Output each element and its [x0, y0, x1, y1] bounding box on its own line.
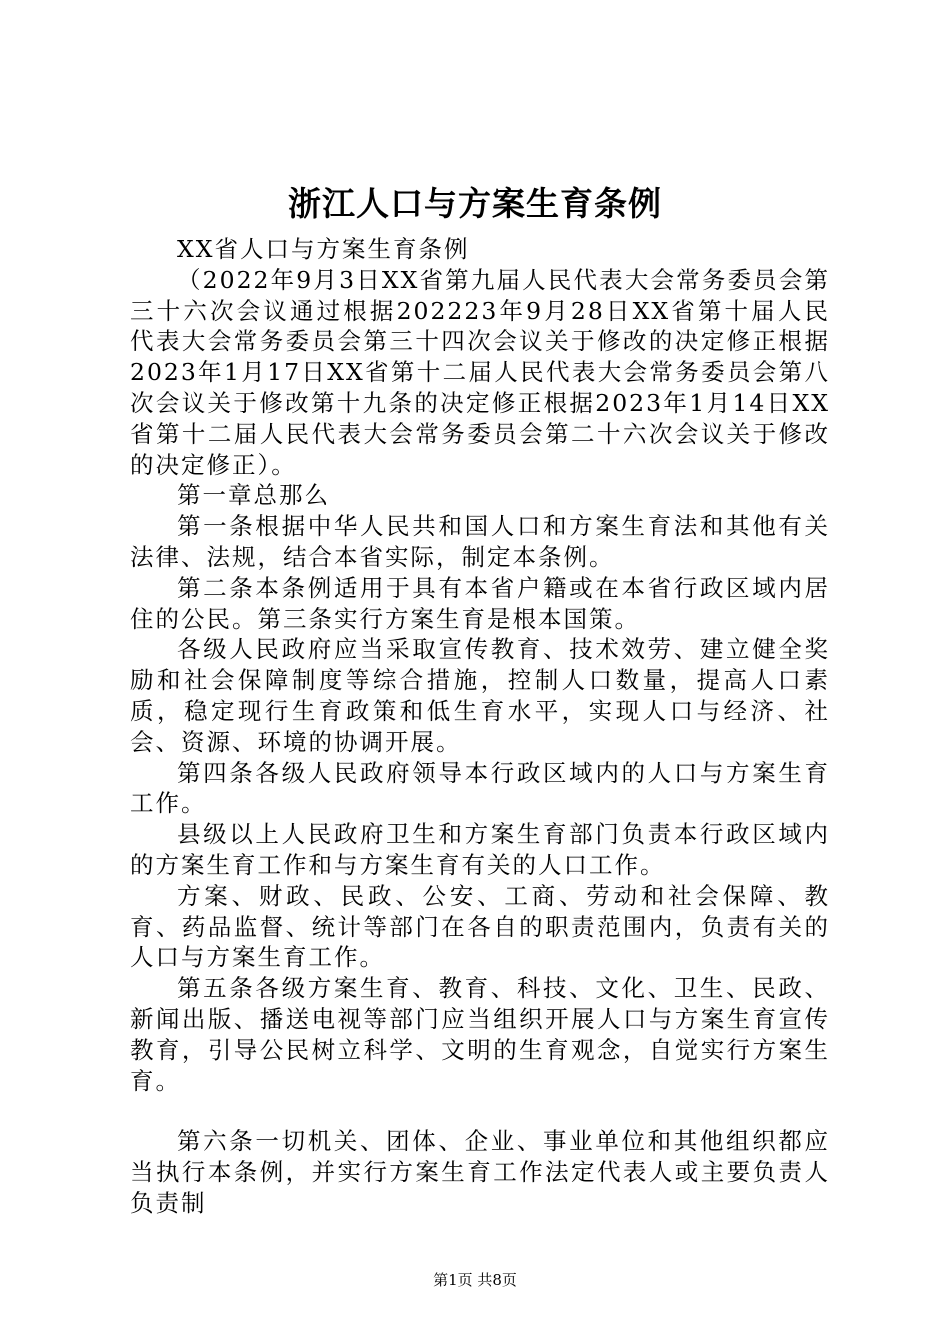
document-body — [130, 234, 830, 1219]
paragraph-chapter-heading: 第一章总那么 — [177, 481, 330, 510]
paragraph-health-department: 县级以上人民政府卫生和方案生育部门负责本行政区域内的方案生育工作和与方案生育有关的人口工作。 — [130, 820, 830, 879]
paragraph-government-measures: 各级人民政府应当采取宣传教育、技术效劳、建立健全奖励和社会保障制度等综合措施，控制人口数量，提高人口素质，稳定现行生育政策和低生育水平，实现人口与经济、社会、资源、环境的协调开展。 — [130, 635, 830, 756]
paragraph-amendment-history: （2022年9月3日XX省第九届人民代表大会常务委员会第三十六次会议通过根据202223年9月28日XX省第十届人民代表大会常务委员会第三十四次会议关于修改的决定修正根据2023年1月17日XX省第十二届人民代表大会常务委员会第八次会议关于修改第十九条的决定修正根据2023年1月14日XX省第十二届人民代表大会常务委员会第二十六次会议关于修改的决定修正）。 — [130, 265, 830, 479]
document-title: 浙江人口与方案生育条例 — [288, 184, 662, 223]
paragraph-article-4: 第四条各级人民政府领导本行政区域内的人口与方案生育工作。 — [130, 758, 830, 818]
paragraph-article-1: 第一条根据中华人民共和国人口和方案生育法和其他有关法律、法规，结合本省实际，制定本条例。 — [130, 512, 830, 571]
paragraph-article-6: 第六条一切机关、团体、企业、事业单位和其他组织都应当执行本条例，并实行方案生育工作法定代表人或主要负责人负责制 — [130, 1127, 830, 1217]
page-number: 第1页 共8页 — [433, 1271, 517, 1289]
paragraph-regulation-name: XX省人口与方案生育条例 — [177, 235, 470, 263]
paragraph-departments: 方案、财政、民政、公安、工商、劳动和社会保障、教育、药品监督、统计等部门在各自的职责范围内，负责有关的人口与方案生育工作。 — [130, 881, 830, 972]
paragraph-article-2-3: 第二条本条例适用于具有本省户籍或在本省行政区域内居住的公民。第三条实行方案生育是根本国策。 — [130, 573, 830, 633]
paragraph-article-5: 第五条各级方案生育、教育、科技、文化、卫生、民政、新闻出版、播送电视等部门应当组织开展人口与方案生育宣传教育，引导公民树立科学、文明的生育观念，自觉实行方案生育。 — [130, 974, 830, 1095]
